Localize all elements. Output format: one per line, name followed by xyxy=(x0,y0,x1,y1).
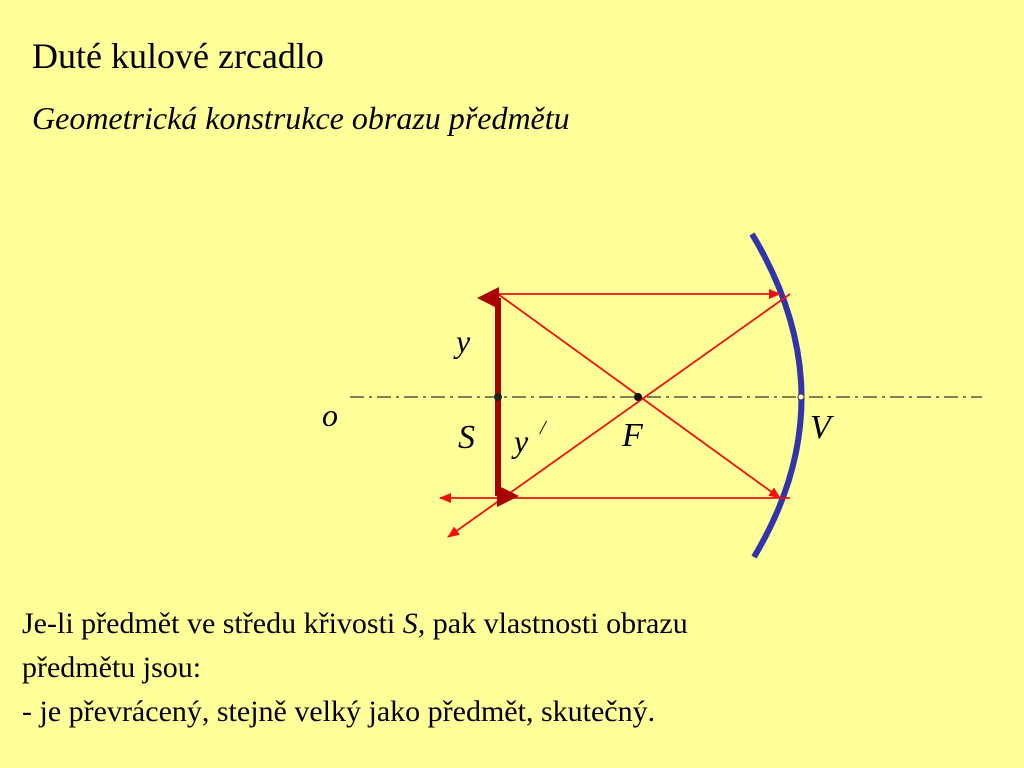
explanation-line-3: - je převrácený, stejně velký jako předmět, skutečný. xyxy=(22,695,656,728)
line1-italic-s: S, xyxy=(402,607,426,640)
object-label-y: y xyxy=(456,323,471,359)
concave-mirror xyxy=(752,234,802,557)
center-label-s: S xyxy=(458,419,475,456)
vertex-point xyxy=(798,394,804,400)
axis-label-o: o xyxy=(322,397,338,433)
page-subtitle: Geometrická konstrukce obrazu předmětu xyxy=(32,100,570,136)
focus-label-f: F xyxy=(622,417,643,454)
vertex-label-v: V xyxy=(810,409,831,446)
center-point xyxy=(494,393,502,401)
explanation-line-1 xyxy=(22,602,1012,646)
focus-point xyxy=(634,393,642,401)
line1-after: pak vlastnosti obrazu xyxy=(425,607,688,640)
image-label-prime: / xyxy=(540,417,546,439)
line1-before: Je-li předmět ve středu křivosti xyxy=(22,607,403,640)
image-label-y: y xyxy=(514,423,529,459)
explanation-line-2: předmětu jsou: xyxy=(22,651,202,684)
explanation-text xyxy=(22,602,1012,734)
page-title: Duté kulové zrcadlo xyxy=(32,36,324,76)
